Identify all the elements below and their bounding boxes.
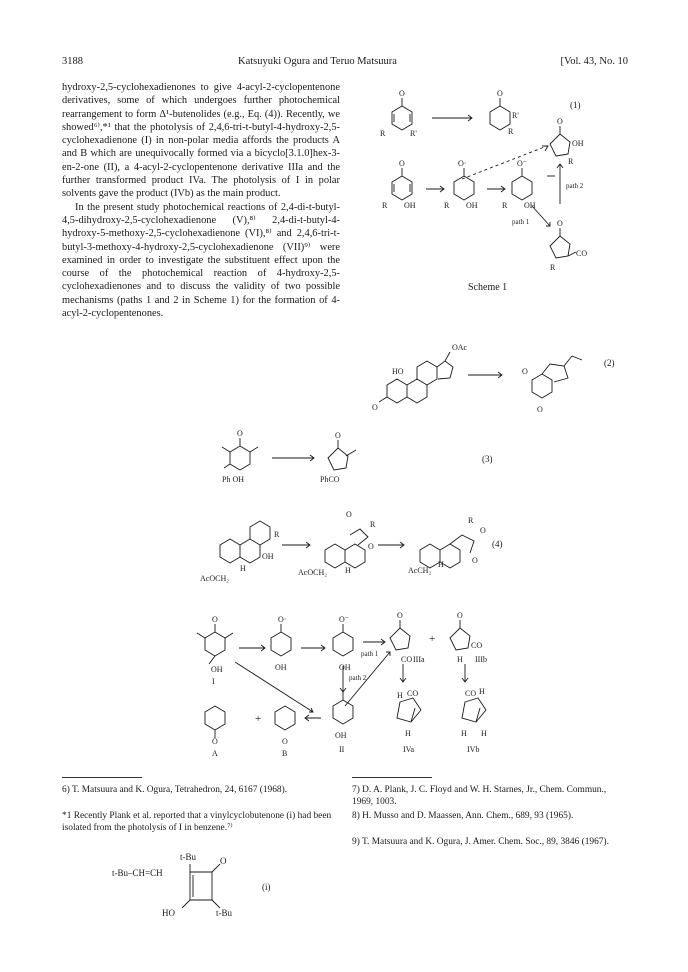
o-label: O — [537, 405, 543, 414]
compound-label-b: B — [282, 749, 288, 758]
svg-text:+: + — [429, 633, 436, 645]
o-label: O — [457, 611, 463, 620]
ho-label: HO — [162, 908, 175, 918]
footnote-rule-left — [62, 777, 142, 778]
o-label: O — [399, 89, 405, 98]
structure-i-figure — [112, 850, 282, 922]
equation-number-3: (3) — [482, 454, 493, 464]
structure-label: (i) — [262, 882, 271, 892]
oh-label: OH — [275, 663, 287, 672]
footnote-rule-right — [352, 777, 432, 778]
paragraph-2: In the present study photochemical reactions of 2,4-di-t-butyl-4,5-dihydroxy-2,5-cyclohexadienone (V),⁸⁾ 2,4-di-t-butyl-4-hydroxy-5-methoxy-2,5-cyclohexadienone (VI),⁸⁾ and 2,4,6-tri-t-butyl-3-methoxy-4-hydroxy-2,5-cyclohexadienone (VII)⁹⁾ were examined in order to investigate the substituent effect upon the course of the photochemical reaction of 4-hydroxy-2,5-cyclohexadienones and to discuss the validity of two possible mechanisms (paths 1 and 2 in Scheme 1) for the formation of 4-acyl-2-cyclopentenones. — [62, 201, 340, 320]
r-label: R — [568, 157, 574, 166]
o-radical-label: O· — [278, 615, 287, 624]
compound-label-a: A — [212, 749, 218, 758]
footnote-8: 8) H. Musso and D. Maassen, Ann. Chem., 689, 93 (1965). — [352, 811, 574, 821]
acoch2-label: AcOCH₂ — [200, 574, 230, 583]
o-radical-label: O· — [458, 159, 467, 168]
r-label: R — [508, 127, 514, 136]
o-label: O — [522, 367, 528, 376]
equation-2-figure — [372, 330, 632, 420]
body-text — [62, 81, 340, 320]
o-label: O — [346, 510, 352, 519]
co-label: CO — [576, 249, 588, 258]
o-anion-label: O⁻ — [339, 615, 349, 624]
oh-label: OH — [211, 665, 223, 674]
svg-text:+: + — [255, 713, 262, 725]
co-label: CO — [407, 689, 419, 698]
o-label: O — [220, 856, 227, 866]
h-label: H — [461, 729, 467, 738]
acoch2-label: AcOCH₂ — [298, 568, 328, 577]
o-label: O — [557, 219, 563, 228]
r-label: R — [380, 129, 386, 138]
path-1-label: path 1 — [361, 650, 379, 658]
r-label: R — [468, 516, 474, 525]
t-bu-label: t-Bu — [180, 852, 197, 862]
co-label: CO — [401, 655, 413, 664]
co-label: CO — [471, 641, 483, 650]
page-number: 3188 — [62, 56, 83, 67]
footnote-star-1: *1 Recently Plank et al. reported that a vinylcyclobutenone (i) had been isolated from the photolysis of I in benzene.⁷⁾ — [62, 811, 332, 833]
h-label: H — [240, 564, 246, 573]
oh-label: OH — [262, 552, 274, 561]
co-label: CO — [465, 689, 477, 698]
r-label: R — [550, 263, 556, 272]
oh-label: OH — [466, 201, 478, 210]
phco-label: PhCO — [320, 475, 340, 484]
acch2-label: AcCH₂ — [408, 566, 432, 575]
equation-number-1: (1) — [570, 100, 581, 110]
scheme-caption: Scheme 1 — [468, 282, 508, 293]
h-label: H — [405, 729, 411, 738]
path-2-label: path 2 — [349, 674, 367, 682]
r-label: R — [370, 520, 376, 529]
compound-label-iva: IVa — [403, 745, 415, 754]
h-label: H — [481, 729, 487, 738]
path-1-label: path 1 — [512, 218, 530, 226]
oac-label: OAc — [452, 343, 468, 352]
o-anion-label: O⁻ — [517, 159, 527, 168]
path-2-label: path 2 — [566, 182, 584, 190]
h-label: H — [345, 566, 351, 575]
equation-number-2: (2) — [604, 358, 615, 368]
compound-label-ivb: IVb — [467, 745, 480, 754]
r-label: R — [502, 201, 508, 210]
ph-oh-label: Ph OH — [222, 475, 245, 484]
o-label: O — [237, 429, 243, 438]
o-label: O — [480, 526, 486, 535]
oh-label: OH — [339, 663, 351, 672]
r-label: R — [444, 201, 450, 210]
o-label: O — [368, 542, 374, 551]
o-label: O — [397, 611, 403, 620]
r-label: R — [274, 530, 280, 539]
h-label: H — [479, 687, 485, 696]
o-label: O — [497, 89, 503, 98]
h-label: H — [457, 655, 463, 664]
vinyl-chain-label: t-Bu–CH=CH — [112, 868, 163, 878]
rp-label: R' — [410, 129, 417, 138]
footnote-9: 9) T. Matsuura and K. Ogura, J. Amer. Chem. Soc., 89, 3846 (1967). — [352, 837, 609, 847]
o-label: O — [335, 431, 341, 440]
paragraph-1: hydroxy-2,5-cyclohexadienones to give 4-acyl-2-cyclopentenone derivatives, some of which undergoes further photochemical rearrangement to form Δ¹-butenolides (e.g., Eq. (4)). Recently, we showed⁶⁾,*¹ that the photolysis of 2,4,6-tri-t-butyl-4-hydroxy-2,5-cyclohexadienone (I) in non-polar media affords the products A and B which are unequivocally formed via a bicyclo[3.1.0]hex-3-en-2-one (II), a 4-acyl-2-cyclopentenone derivative IIIa and the further transformed product IVa. The photolysis of I in polar solvents gave the product (IVb) as the main product. — [62, 82, 340, 200]
mechanism-scheme — [185, 611, 525, 758]
o-label: O — [399, 159, 405, 168]
t-bu-label: t-Bu — [216, 908, 233, 918]
compound-label-i: I — [212, 677, 215, 686]
h-label: H — [397, 691, 403, 700]
oh-label: OH — [335, 731, 347, 740]
oh-label: OH — [572, 139, 584, 148]
o-label: O — [212, 615, 218, 624]
r-label: R — [382, 201, 388, 210]
compound-label-iiib: IIIb — [475, 655, 487, 664]
h-label: H — [438, 560, 444, 569]
scheme-1-figure — [372, 84, 632, 294]
compound-label-ii: II — [339, 745, 345, 754]
running-authors: Katsuyuki Ogura and Teruo Matsuura — [238, 56, 397, 67]
o-label: O — [372, 403, 378, 412]
equation-number-4: (4) — [492, 539, 503, 549]
footnote-7: 7) D. A. Plank, J. C. Floyd and W. H. Starnes, Jr., Chem. Commun., 1969, 1003. — [352, 785, 607, 807]
volume-info: [Vol. 43, No. 10 — [560, 56, 628, 67]
page-header — [62, 56, 628, 70]
equation-3-figure — [210, 428, 500, 488]
oh-label: OH — [524, 201, 536, 210]
oh-label: OH — [404, 201, 416, 210]
rp-label: R' — [512, 111, 519, 120]
footnote-6: 6) T. Matsuura and K. Ogura, Tetrahedron, 24, 6167 (1968). — [62, 785, 288, 795]
compound-label-iiia: IIIa — [413, 655, 425, 664]
o-label: O — [472, 556, 478, 565]
equation-4-figure — [200, 505, 510, 585]
ho-label: HO — [392, 367, 404, 376]
o-label: O — [212, 737, 218, 746]
o-label: O — [557, 117, 563, 126]
o-label: O — [282, 737, 288, 746]
